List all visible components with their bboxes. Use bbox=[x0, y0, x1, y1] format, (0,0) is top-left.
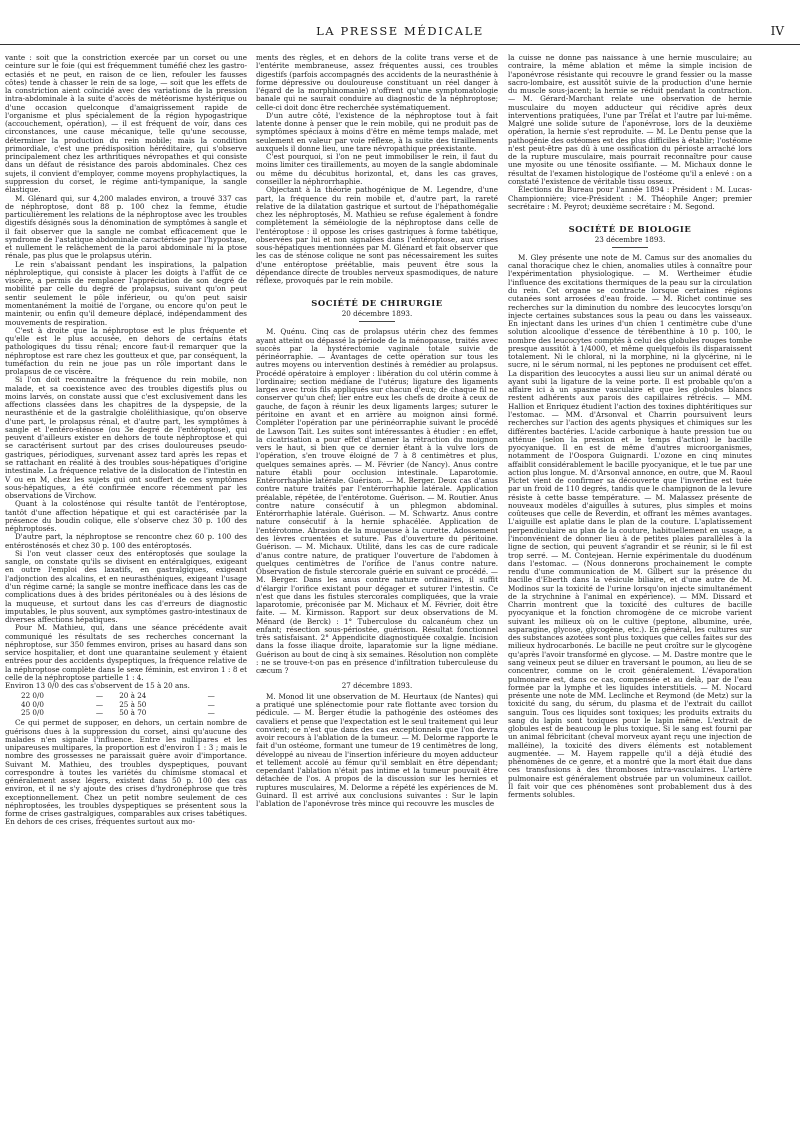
paragraph: D'un autre côté, l'existence de la néphroptose tout à fait latente donne à penser que le rein mobile, qui ne produit pas de symptômes spéciaux à moins d'être en même temps malade, met seulement en valeur par voie réflexe, à la suite des tiraillements auxquels il donne lieu, une tare névropathique préexistante. bbox=[256, 110, 498, 153]
section-date: 20 décembre 1893. bbox=[341, 309, 413, 319]
paragraph: la cuisse ne donne pas naissance à une hernie musculaire; au contraire, la même ablation et même la simple incision de l'aponévrose résistante qui recouvre le grand fessier ou la masse sacro-lombaire, est aussitôt suivie de la production d'une hernie du muscle sous-jacent; la hernie se réduit pendant la contraction. — M. Gérard-Marchant relate une observation de hernie musculaire du moyen adducteur qui récidive après deux interventions pratiquées, l'une par Trélat et l'autre par lui-même. Malgré une solide suture de l'aponévrose, lors de la deuxième opération, la hernie s'est reproduite. — M. Le Dentu pense que la pathogénie des ostéomes est des plus difficiles à établir; l'ostéome n'est peut-être pas dû à une ossification du périoste arraché lors de la rupture musculaire, mais pourrait reconnaître pour cause une myosite ou une ténosite ossifiante. — M. Michaux donne le résultat de l'examen histologique de l'ostéome qu'il a enlevé : on a constaté l'existence de véritable tissu osseux. bbox=[508, 54, 752, 186]
header-rule bbox=[0, 44, 800, 45]
paragraph: D'autre part, la néphroptose se rencontre chez 60 p. 100 des entérosténosés et chez 30 p. 100 des entéroptosés. bbox=[5, 532, 247, 550]
paragraph: Si l'on doit reconnaître la fréquence du rein mobile, non malade, et sa coexistence avec des troubles digestifs plus ou moins larvés, on constate aussi que c'est exclusivement dans les affections classées dans les chapitres de la dyspepsie, de la neurasthénie et de la gastralgie cholélithiasique, qu'on observe d'une part, le prolapsus rénal, et d'autre part, les symptômes à sangle et l'entéro-sténose (ou 3e degré de l'entéroptose), qui peuvent d'ailleurs exister en dehors de toute néphroptose et qui se caractérisent surtout par des crises douloureuses pseudo-gastriques, périodiques, survenant assez tard après les repas et se rattachant en réalité à des troubles sous-hépatiques d'origine intestinale. La fréquence relative de la dislocation de l'intestin en V ou en M, chez les sujets qui ont souffert de ces symptômes sous-hépatiques, a été confirmée encore récemment par les observations de Virchow. bbox=[5, 375, 247, 501]
section-heading: SOCIÉTÉ DE CHIRURGIE bbox=[311, 298, 443, 309]
column-1 bbox=[5, 54, 247, 1134]
section-divider bbox=[359, 321, 395, 322]
paragraph: Ce qui permet de supposer, en dehors, un certain nombre de guérisons dues à la suppression du corset, ainsi qu'aucune des malades n'en signale l'influence. Entre les nullipares et les unipareuses multipares, la proportion est d'environ 1 : 3 ; mais le nombre des grossesses ne paraissait guère avoir d'importance. Suivant M. Mathieu, des troubles dyspeptiques, pouvant correspondre à toutes les variétés du chimisme stomacal et généralement assez légers, existent dans 50 p. 100 des cas environ, et il ne s'y ajoute des crises d'hydronéphrose que très exceptionnellement. Chez un petit nombre seulement de ces néphroptosées, les troubles dyspeptiques se présentent sous la forme de crises gastralgiques, comparables aux crises tabétiques. En dehors de ces crises, fréquentes surtout aux mo- bbox=[5, 718, 247, 827]
section-divider bbox=[612, 247, 648, 248]
paragraph: vante : soit que la constriction exercée par un corset ou une ceinture sur le foie (qui est fréquemment tuméfié chez les gastro-ectasiés et ne peut, en raison de ce lien, refouler les fausses côtes) tende à chasser le rein de sa loge, — soit que les effets de la constriction aient coïncidé avec des variations de la pression intra-abdominale à la suite d'accès de météorisme hystérique ou d'une occasion quelconque d'amaigrissement rapide de l'organisme et plus spécialement de la région hypogastrique (accouchement, opération), — il est fréquent de voir, dans ces circonstances, une cause mécanique, telle qu'une secousse, déterminer la production du rein mobile; mais la condition primordiale, c'est une prédisposition héréditaire, qui s'observe principalement chez les arthritiques névropathes et qui consiste dans un défaut de résistance des parois abdominales. Chez ces sujets, il convient d'employer, comme moyens prophylactiques, la suppression du corset, le régime anti-tympanique, la sangle élastique. bbox=[5, 54, 247, 195]
table-cell: — bbox=[95, 691, 104, 701]
column-2 bbox=[256, 54, 498, 1134]
paragraph: M. Gley présente une note de M. Camus sur des anomalies du canal thoracique chez le chien, anomalies utiles à connaître pour l'expérimentation physiologique. — M. Wertheimer étudie l'influence des excitations thermiques de la peau sur la circulation du rein. Cet organe se contracte lorsque certaines régions cutanées sont arrosées d'eau froide. — M. Richet continue ses recherches sur la diminution du nombre des leucocytes lorsqu'on injecte certaines substances sous la peau ou dans les vaisseaux. En injectant dans les urines d'un chien 1 centimètre cube d'une solution alcoolique d'essence de térébenthine à 10 p. 100, le nombre des leucocytes comptés à celui des globules rouges tombe presque aussitôt à 1/4000, et même quelquefois ils disparaissent totalement. Ni le chloral, ni la morphine, ni la glycérine, ni le sucre, ni le sérum normal, ni les peptones ne produisent cet effet. La disparition des leucocytes a aussi lieu sur un animal dératé ou ayant subi la ligature de la veine porte. Il est probable qu'on a affaire ici à un spasme vasculaire et que les globules blancs restent adhérents aux parois des capillaires rétrécis. — MM. Hallion et Enriquez étudient l'action des toxines diphtéritiques sur l'estomac. — MM. d'Arsonval et Charrin poursuivent leurs recherches sur l'action des agents physiques et chimiques sur les différentes bactéries. L'acide carbonique à haute pression tue ou atténue (selon la pression et le temps d'action) le bacille pyocyanique. Il en est de même d'autres microorganismes, notamment de l'Oospora Guignardi. L'ozone en cinq minutes affaiblit considérablement le bacille pyocyanique, et le tue par une action plus longue. M. d'Arsonval annonce, en outre, que M. Raoul Pictet vient de confirmer sa découverte que l'invertine est tuée par un froid de 110 degrés, tandis que le champignon de la levure résiste à cette basse température. — M. Malassez présente de nouveaux modèles d'aiguilles à sutures, plus simples et moins coûteuses que celle de Reverdin, et offrant les mêmes avantages. L'aiguille est aplatie dans le plan de la couture. L'aplatissement perpendiculaire au plan de la couture, habituellement en usage, a l'inconvénient de donner lieu à de petites plaies parallèles à la ligne de section, qui peuvent s'agrandir et se réunir, si le fil est trop serré. — M. Contejean. Hernie expérimentale du duodénum dans l'estomac. — (Nous donnerons prochainement le compte rendu d'une communication de M. Gilbert sur la présence du bacille d'Eberth dans la vésicule biliaire, et d'une autre de M. Modinos sur la toxicité de l'urine lorsqu'on injecte simultanément de la strychnine à l'animal en expérience). — MM. Dissard et Charrin montrent que la toxicité des cultures de bacille pyocyanique et la fonction chromogène de ce microbe varient suivant les milieux où on le cultive (peptone, albumine, urée, asparagine, glycose, glycogène, etc.). En général, les cultures sur des substances azotées sont plus toxiques que celles faites sur des milieux hydrocarbonés. Le bacille ne peut croître sur le glycogène qu'après l'avoir transformé en glycose. — M. Dastre montre que le sang veineux peut se diluer en traversant le poumon, au lieu de se concentrer, comme on le croit généralement. L'évaporation pulmonaire est, dans ce cas, compensée et au delà, par de l'eau formée par la lymphe et les liquides interstitiels. — M. Nocard présente une note de MM. Leclinche et Reymond (de Metz) sur la toxicité du sang, du sérum, du plasma et de l'extrait du caillot sanguin. Tous ces liquides sont toxiques; les produits extraits du sang du lapin sont toxiques pour le lapin même. L'extrait de globules est de beaucoup le plus toxique. Si le sang est fourni par un animal fébricitant (cheval morveux ayant reçu une injection de malléine), la toxicité des divers éléments est notablement augmentée. — M. Hayem rappelle qu'il a déjà étudié des phénomènes de ce genre, et a montré que la mort était due dans ces transfusions à des thromboses intra-vasculaires. L'artère pulmonaire est généralement obstruée par un volumineux caillot. Il fait voir que ces phénomènes sont probablement dus à des ferments solubles. bbox=[508, 252, 752, 800]
section-heading: SOCIÉTÉ DE BIOLOGIE bbox=[568, 224, 692, 235]
table-cell: 50 à 70 bbox=[119, 708, 147, 718]
paragraph: M. Quénu. Cinq cas de prolapsus utérin chez des femmes ayant atteint ou dépassé la période de la ménopause, traités avec succès par la hystérectomie vaginale totale suivie de périnéorraphie. — Avantages de cette opération sur tous les autres moyens ou intervention destinés à remédier au prolapsus. Procédé opératoire à employer : libération du col utérin comme à l'ordinaire; section médiane de l'utérus; ligature des ligaments larges avec trois fils appliqués sur chacun d'eux; de chaque fil ne conserver qu'un chef; lier entre eux les chefs de droite à ceux de gauche, de façon à réunir les deux ligaments larges; suturer le péritoine en avant et en arrière au moignon ainsi formé. Compléter l'opération par une périnéorraphie suivant le procédé de Lawson Tait. Les suites sont intéressantes à étudier : en effet, la cicatrisation a pour effet d'amener la rétraction du moignon vers le haut, si bien que ce dernier étant à la vulve lors de l'opération, s'en trouve éloigné de 7 à 8 centimètres et plus, quelques semaines après. — M. Février (de Nancy). Anus contre nature établi pour occlusion intestinale. Laparotomie. Entérorrhaphie latérale. Guérison. — M. Berger. Deux cas d'anus contre nature traités par l'entérorrhaphie latérale. Application préalable, répétée, de l'entérotome. Guérison. — M. Routier. Anus contre nature consécutif à un phlegmon abdominal. Entérorrhaphie latérale. Guérison. — M. Schwartz. Anus contre nature consécutif à la hernie sphacélée. Application de l'entérotome. Abrasion de la muqueuse à la curette. Adossement des lèvres cruentées et suture. Pas d'ouverture du péritoine. Guérison. — M. Michaux. Utilité, dans les cas de cure radicale d'anus contre nature, de pratiquer l'ouverture de l'abdomen à quelques centimètres de l'orifice de l'anus contre nature. Observation de fistule stercorale guérie en suivant ce procédé. — M. Berger. Dans les anus contre nature ordinaires, il suffit d'élargir l'orifice existant pour dégager et suturer l'intestin. Ce n'est que dans les fistules stercorales compliquées, que la vraie laparotomie, préconisée par M. Michaux et M. Février, doit être faite. — M. Kirmisson. Rapport sur deux observations de M. Ménard (de Berck) : 1° Tuberculose du calcanéum chez un enfant; résection sous-périostée, guérison. Résultat fonctionnel très satisfaisant. 2° Appendicite diagnostiquée coxalgie. Incision dans la fosse iliaque droite, laparatomie sur la ligne médiane. Guérison au bout de cinq à six semaines. Résolution non complète : ne se trouve-t-on pas en présence d'infiltration tuberculeuse du cæcum ? bbox=[256, 327, 498, 676]
paragraph: Objectant à la théorie pathogénique de M. Legendre, d'une part, la fréquence du rein mobile et, d'autre part, la rareté relative de la dilatation gastrique et surtout de l'hépathomégalie chez les néphroptosés, M. Mathieu se refuse également à fondre complètement la séméiologie de la néphroptose dans celle de l'entéroptose : il oppose les crises gastriques à forme tabétique, observées par lui et non signalées dans l'entéroptose, aux crises sous-hépatiques mentionnées par M. Glénard et fait observer que les cas de sténose colique ne sont pas nécessairement les suites d'une entéroptose préétablie, mais peuvent être sous la dépendance directe de troubles nerveux spasmodiques, de nature réflexe, provoqués par le rein mobile. bbox=[256, 185, 498, 286]
table-cell: — bbox=[95, 708, 104, 718]
paragraph: Élections du Bureau pour l'année 1894 : Président : M. Lucas-Championnière; vice-Président : M. Théophile Anger; premier secrétaire : M. Peyrot; deuxième secrétaire : M. Segond. bbox=[508, 185, 752, 211]
table-cell: 25 à 50 bbox=[119, 699, 147, 709]
session-date: 27 décembre 1893. bbox=[341, 680, 413, 690]
age-stats-table bbox=[21, 692, 231, 717]
running-head-title: LA PRESSE MÉDICALE bbox=[316, 24, 484, 38]
paragraph: Le rein s'abaissant pendant les inspirations, la palpation néphroleptique, qui consiste à placer les doigts à l'affût de ce viscère, a permis de remplacer l'appréciation de son degré de mobilité par celle du degré de prolapsus, suivant qu'on peut sentir seulement le pôle inférieur, ou qu'on peut saisir momentanément la moitié de l'organe, ou encore qu'on peut le maintenir, ou enfin qu'il demeure déplacé, indépendamment des mouvements de respiration. bbox=[5, 259, 247, 327]
paragraph: Quant à la colosténose qui résulte tantôt de l'entéroptose, tantôt d'une affection hépatique et qui est caractérisée par la présence du boudin colique, elle s'observe chez 30 p. 100 des néphroptosés. bbox=[5, 499, 247, 534]
paragraph: Pour M. Mathieu, qui, dans une séance précédente avait communiqué les résultats de ses recherches concernant la néphroptose, sur 350 femmes environ, prises au hasard dans son service hospitalier, et dont une quarantaine seulement y étaient entrées pour des accidents dyspeptiques, la fréquence relative de la néphroptose complète dans le sexe féminin, est environ 1 : 8 et celle de la néphroptose partielle 1 : 4. bbox=[5, 623, 247, 682]
page-number: IV bbox=[770, 24, 784, 38]
stats-intro: Environ 13 0/0 des cas s'observent de 15 à 20 ans. bbox=[5, 681, 190, 691]
paragraph: C'est à droite que la néphroptose est le plus fréquente et qu'elle est le plus accusée, en dehors de certains états pathologiques du tissu rénal; encore faut-il remarquer que la néphroptose est rare chez les goutteux et que, par conséquent, la tuméfaction du rein ne joue pas un rôle important dans le prolapsus de ce viscère. bbox=[5, 325, 247, 377]
table-cell: 20 à 24 bbox=[119, 691, 147, 701]
paragraph: M. Monod lit une observation de M. Heurtaux (de Nantes) qui a pratiqué une splénectomie pour rate flottante avec torsion du pédicule. — M. Berger étudie la pathogénie des ostéomes des cavaliers et pense que l'expectation est le seul traitement qui leur convient; ce n'est que dans des cas exceptionnels que l'on devra avoir recours à l'ablation de la tumeur. — M. Delorme rapporte le fait d'un ostéome, formant une tumeur de 19 centimètres de long, développé au niveau de l'insertion inférieure du moyen adducteur et tellement accolé au fémur qu'il semblait en être dépendant; cependant l'ablation n'était pas intime et la tumeur pouvait être détachée de l'os. A propos de la discussion sur les hernies et ruptures musculaires, M. Delorme a répété les expériences de M. Guinard. Il est arrivé aux conclusions suivantes : Sur le lapin l'ablation de l'aponévrose très mince qui recouvre les muscles de bbox=[256, 691, 498, 809]
paragraph: Si l'on veut classer ceux des entéroptosés que soulage la sangle, on constate qu'ils se divisent en entéralgiques, exigeant en outre l'emploi des laxatifs, en gastralgiques, exigeant l'adjonction des alcalins, et en neurasthéniques, exigeant l'usage d'un régime carné; la sangle se montre inefficace dans les cas de complications dues à des brides péritonéales ou à des lésions de la muqueuse, et surtout dans les cas d'erreurs de diagnostic imputables, le plus souvent, aux symptômes gastro-intestinaux de diverses affections hépatiques. bbox=[5, 548, 247, 625]
section-date: 23 décembre 1893. bbox=[594, 234, 666, 244]
table-cell: 22 0/0 bbox=[21, 691, 44, 701]
table-cell: — bbox=[207, 708, 215, 718]
table-row bbox=[21, 709, 231, 717]
table-cell: — bbox=[207, 699, 215, 709]
page-header bbox=[0, 0, 800, 44]
table-cell: 25 0/0 bbox=[21, 708, 44, 718]
paragraph: ments des règles, et en dehors de la colite trans verse et de l'entérite membraneuse, assez fréquentes aussi, ces troubles digestifs (parfois accompagnés des accidents de la neurasthénie à forme dépressive ou douloureuse constituant un réel danger à l'égard de la morphinomanie) n'offrent qu'une symptomatologie banale qui ne saurait conduire au diagnostic de la néphroptose; celle-ci doit donc être recherchée systématiquement. bbox=[256, 54, 498, 112]
table-cell: — bbox=[95, 699, 104, 709]
paragraph: C'est pourquoi, si l'on ne peut immobiliser le rein, il faut du moins limiter ces tiraillements, au moyen de la sangle abdominale ou même du décubitus horizontal, et, dans les cas graves, conseiller la néphrorrhaphie. bbox=[256, 152, 498, 186]
column-3 bbox=[508, 54, 752, 1134]
table-cell: 40 0/0 bbox=[21, 699, 44, 709]
paragraph: M. Glénard qui, sur 4,200 malades environ, a trouvé 337 cas de néphroptose, dont 88 p. 100 chez la femme, étudie particulièrement les relations de la néphroptose avec les troubles digestifs désignés sous la dénomination de symptômes à sangle et il fait observer que la sangle ne combat efficacement que le syndrome de l'astatique abdominale caractérisée par l'hypostase, et nullement le relâchement de la paroi abdominale ni la ptose rénale, pas plus que le prolapsus utérin. bbox=[5, 193, 247, 261]
table-cell: — bbox=[207, 691, 215, 701]
